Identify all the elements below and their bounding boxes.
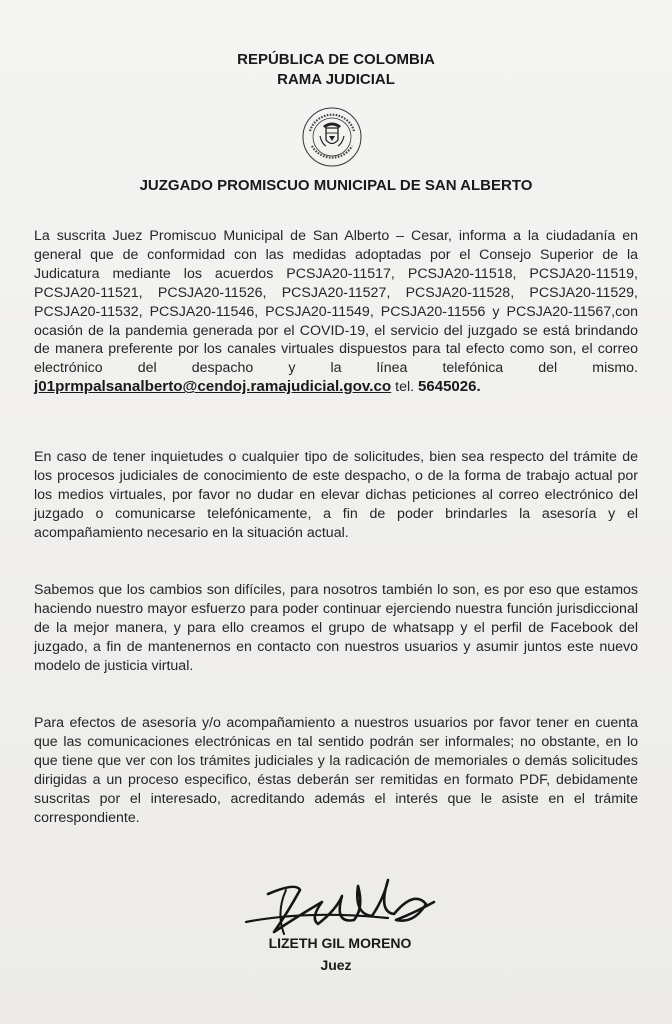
- paragraph-pdf-requirements: Para efectos de asesoría y/o acompañamiento a nuestros usuarios por favor tener en cuenta que las comunicaciones electrónicas en tal sentido podrán ser informales; no obstante, en lo que tiene que ver con los trámites judiciales y la radicación de memoriales o demás solicitudes dirigidas a un proceso especifico, éstas deberán ser remitidas en formato PDF, debidamente suscritas por el interesado, acreditando además el interés que le asiste en el trámite correspondiente.: [34, 715, 638, 826]
- paragraph-inquiries: En caso de tener inquietudes o cualquier tipo de solicitudes, bien sea respecto del trámite de los procesos judiciales de conocimiento de este despacho, o de la forma de trabajo actual por los medios virtuales, por favor no dudar en elevar dichas peticiones al correo electrónico del juzgado o comunicarse telefónicamente, a fin de poder brindarles la asesoría y el acompañamiento necesario en la situación actual.: [34, 449, 638, 541]
- signer-role: Juez: [320, 957, 352, 973]
- court-name: JUZGADO PROMISCUO MUNICIPAL DE SAN ALBERTO: [139, 177, 533, 194]
- phone-number: 5645026.: [418, 378, 481, 396]
- court-email-link[interactable]: j01prmpalsanalberto@cendoj.ramajudicial.gov.co: [34, 378, 392, 396]
- coat-of-arms-seal-icon: [301, 106, 363, 168]
- republic-title: REPÚBLICA DE COLOMBIA: [237, 51, 435, 68]
- letterhead: [0, 50, 672, 90]
- signer-block: [0, 932, 672, 976]
- paragraph-announcement: [34, 227, 638, 397]
- paragraph-virtual-channels: Sabemos que los cambios son difíciles, para nosotros también lo son, es por eso que estamos haciendo nuestro mayor esfuerzo para poder continuar ejerciendo nuestra función jurisdiccional de la mejor manera, y para ello creamos el grupo de whatsapp y el perfil de Facebook del juzgado, a fin de mantenernos en contacto con nuestros usuarios y asumir juntos este nuevo modelo de justicia virtual.: [34, 582, 638, 674]
- tel-label: tel.: [395, 379, 415, 396]
- signer-name: LIZETH GIL MORENO: [268, 935, 412, 951]
- announcement-text: La suscrita Juez Promiscuo Municipal de San Alberto – Cesar, informa a la ciudadanía en general que de conformidad con las medidas adoptadas por el Consejo Superior de la Judicatura mediante los acuerdos PCSJA20-11517, PCSJA20-11518, PCSJA20-11519, PCSJA20-11521, PCSJA20-11526, PCSJA20-11527, PCSJA20-11528, PCSJA20-11529, PCSJA20-11532, PCSJA20-11546, PCSJA20-11549, PCSJA20-11556 y PCSJA20-11567,con ocasión de la pandemia generada por el COVID-19, el servicio del juzgado se está brindando de manera preferente por los canales virtuales dispuestos para tal efecto como son, el correo electrónico del despacho y la línea telefónica del mismo.: [34, 228, 638, 377]
- branch-title: RAMA JUDICIAL: [277, 71, 395, 88]
